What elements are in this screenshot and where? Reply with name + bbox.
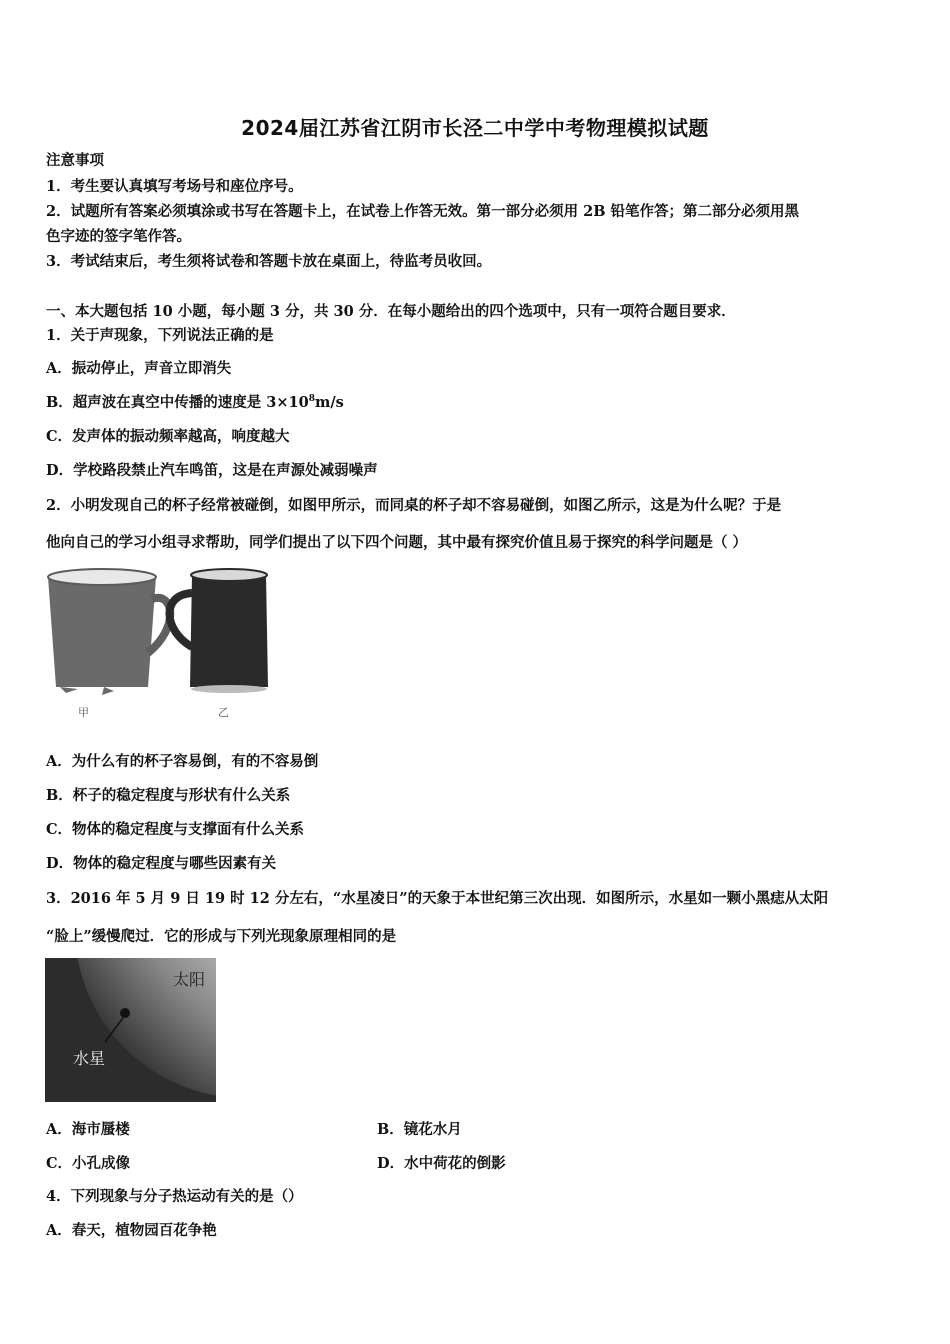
notice-item-1: 1．考生要认真填写考场号和座位序号。 — [46, 178, 303, 195]
mercury-label: 水星 — [73, 1049, 106, 1068]
mercury-dot — [120, 1008, 130, 1018]
sun-label: 太阳 — [173, 970, 206, 989]
notice-heading: 注意事项 — [46, 152, 104, 169]
q1-stem: 1．关于声现象，下列说法正确的是 — [46, 327, 274, 344]
q2-option-d: D．物体的稳定程度与哪些因素有关 — [46, 855, 277, 872]
cup-jia-image — [48, 569, 170, 695]
cup-yi-label: 乙 — [218, 706, 229, 719]
q3-option-c: C．小孔成像 — [46, 1155, 131, 1172]
q1-option-b — [46, 393, 344, 413]
q3-stem-line2: “脸上”缓慢爬过．它的形成与下列光现象原理相同的是 — [46, 928, 397, 945]
q1-option-b-unit: m/s — [315, 394, 344, 411]
q1-option-b-text: B．超声波在真空中传播的速度是 3×10 — [46, 394, 309, 411]
q1-option-b-exponent: 8 — [308, 394, 315, 405]
section-heading: 一、本大题包括 10 小题，每小题 3 分，共 30 分．在每小题给出的四个选项中，只有一项符合题目要求． — [46, 303, 736, 320]
q3-option-b: B．镜花水月 — [377, 1121, 462, 1138]
q3-option-a: A．海市蜃楼 — [46, 1121, 130, 1138]
q2-option-c: C．物体的稳定程度与支撑面有什么关系 — [46, 821, 305, 838]
exam-title: 2024届江苏省江阴市长泾二中学中考物理模拟试题 — [241, 116, 709, 140]
cup-yi-image — [169, 569, 268, 693]
q2-option-b: B．杯子的稳定程度与形状有什么关系 — [46, 787, 291, 804]
notice-item-2-cont: 色字迹的签字笔作答。 — [46, 228, 191, 245]
q2-option-a: A．为什么有的杯子容易倒，有的不容易倒 — [46, 753, 319, 770]
notice-item-2: 2．试题所有答案必须填涂或书写在答题卡上，在试卷上作答无效。第一部分必须用 2B 铅笔作答；第二部分必须用黑 — [46, 203, 800, 220]
cups-figure — [44, 565, 274, 715]
q3-stem-line1: 3．2016 年 5 月 9 日 19 时 12 分左右，“水星凌日”的天象于本世纪第三次出现．如图所示，水星如一颗小黑痣从太阳 — [46, 890, 829, 907]
q3-option-d: D．水中荷花的倒影 — [377, 1155, 506, 1172]
cup-jia-label: 甲 — [78, 706, 89, 719]
q2-stem-line2: 他向自己的学习小组寻求帮助，同学们提出了以下四个问题，其中最有探究价值且易于探究的科学问题是（ ） — [46, 534, 748, 551]
mercury-transit-figure — [45, 958, 216, 1102]
q2-stem-line1: 2．小明发现自己的杯子经常被碰倒，如图甲所示，而同桌的杯子却不容易碰倒，如图乙所示，这是为什么呢？于是 — [46, 497, 782, 514]
q4-stem: 4．下列现象与分子热运动有关的是（） — [46, 1188, 303, 1205]
q1-option-a: A．振动停止，声音立即消失 — [46, 360, 232, 377]
notice-item-3: 3．考试结束后，考生须将试卷和答题卡放在桌面上，待监考员收回。 — [46, 253, 492, 270]
q1-option-c: C．发声体的振动频率越高，响度越大 — [46, 428, 290, 445]
q1-option-d: D．学校路段禁止汽车鸣笛，这是在声源处减弱噪声 — [46, 462, 378, 479]
q4-option-a: A．春天，植物园百花争艳 — [46, 1222, 217, 1239]
